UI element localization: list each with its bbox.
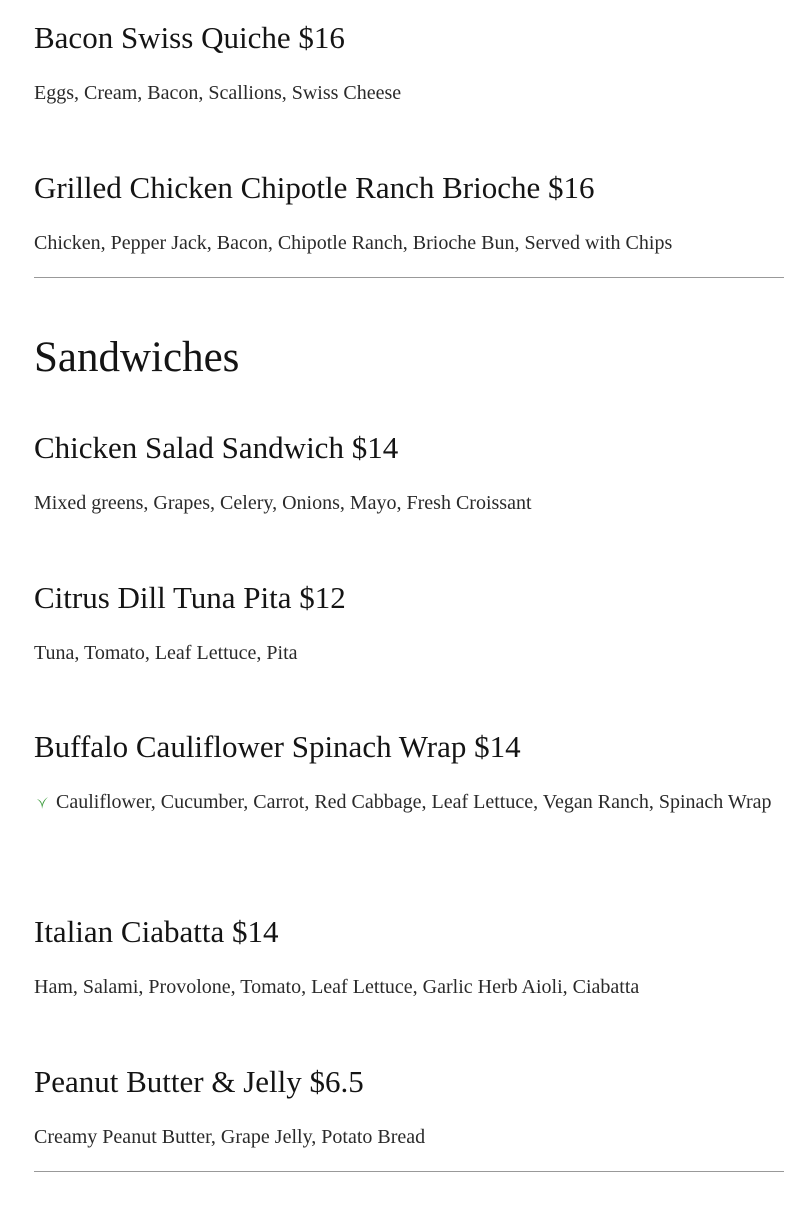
menu-item-title: Buffalo Cauliflower Spinach Wrap $14 bbox=[34, 729, 521, 764]
menu-item-description: Eggs, Cream, Bacon, Scallions, Swiss Cheese bbox=[34, 82, 402, 104]
menu-item-title: Peanut Butter & Jelly $6.5 bbox=[34, 1064, 364, 1099]
vegan-leaf-icon bbox=[34, 786, 50, 802]
menu-item-description: Ham, Salami, Provolone, Tomato, Leaf Lettuce, Garlic Herb Aioli, Ciabatta bbox=[34, 976, 640, 998]
menu-item-title: Italian Ciabatta $14 bbox=[34, 914, 279, 949]
menu-item-description bbox=[34, 784, 784, 820]
section-divider bbox=[34, 1171, 784, 1172]
section-divider bbox=[34, 277, 784, 278]
menu-item-description: Tuna, Tomato, Leaf Lettuce, Pita bbox=[34, 642, 298, 664]
menu-item-description: Chicken, Pepper Jack, Bacon, Chipotle Ranch, Brioche Bun, Served with Chips bbox=[34, 232, 673, 254]
menu-item-description: Mixed greens, Grapes, Celery, Onions, Mayo, Fresh Croissant bbox=[34, 492, 532, 514]
menu-item-title: Bacon Swiss Quiche $16 bbox=[34, 20, 345, 55]
menu-item-title: Grilled Chicken Chipotle Ranch Brioche $16 bbox=[34, 170, 595, 205]
menu-item-title: Citrus Dill Tuna Pita $12 bbox=[34, 580, 346, 615]
menu-item-description-text: Cauliflower, Cucumber, Carrot, Red Cabbage, Leaf Lettuce, Vegan Ranch, Spinach Wrap bbox=[56, 791, 772, 813]
section-heading-sandwiches: Sandwiches bbox=[34, 334, 240, 381]
menu-item-description: Creamy Peanut Butter, Grape Jelly, Potato Bread bbox=[34, 1126, 426, 1148]
menu-item-title: Chicken Salad Sandwich $14 bbox=[34, 430, 399, 465]
